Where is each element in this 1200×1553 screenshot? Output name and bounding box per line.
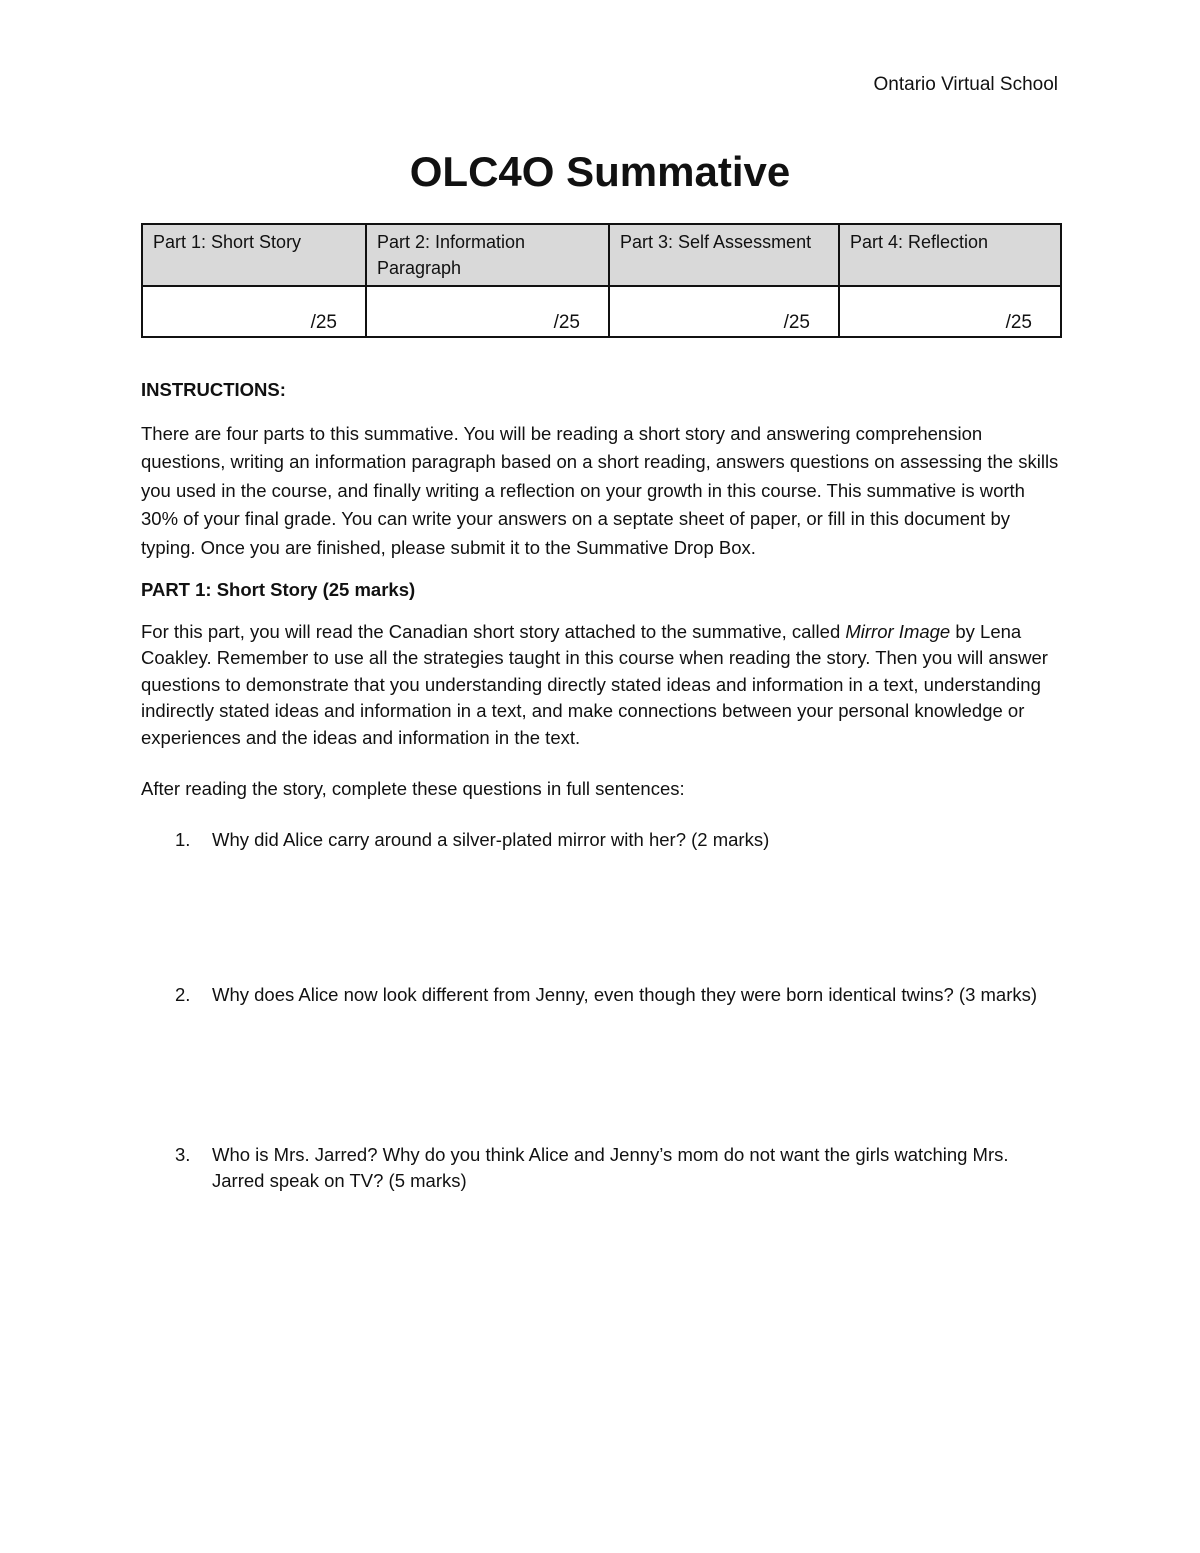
part1-text-after: by Lena Coakley. Remember to use all the strategies taught in this course when reading the story. Then you will answer questions to demonstrate that you understanding directly stated ideas and information in a text, understanding indirectly stated ideas and information in a text, and make connections between your personal knowledge or experiences and the ideas and information in the text. (141, 620, 1048, 748)
instructions-paragraph: There are four parts to this summative. You will be reading a short story and answering comprehension questions, writing an information paragraph based on a short reading, answers questions on assessing the skills you used in the course, and finally writing a reflection on your growth in this course. This summative is worth 30% of your final grade. You can write your answers on a septate sheet of paper, or fill in this document by typing. Once you are finished, please submit it to the Summative Drop Box. (141, 422, 1059, 558)
question-list (141, 827, 1061, 1195)
score-table-header-row (142, 224, 1061, 286)
score-cell[interactable]: /25 (839, 286, 1061, 337)
score-cell[interactable]: /25 (142, 286, 366, 337)
score-cell[interactable]: /25 (366, 286, 609, 337)
question-item (141, 1142, 1061, 1195)
part1-text-before: For this part, you will read the Canadian short story attached to the summative, called (141, 620, 846, 642)
score-table-score-row (142, 286, 1061, 337)
question-text: Why does Alice now look different from Jenny, even though they were born identical twins? (3 marks) (212, 984, 1038, 1005)
score-table-header-cell: Part 2: Information Paragraph (366, 224, 609, 286)
story-title: Mirror Image (845, 620, 951, 642)
question-number: 3. (175, 1143, 191, 1165)
question-item (141, 982, 1061, 1009)
instructions-heading: INSTRUCTIONS: (141, 379, 286, 400)
score-table-header-cell: Part 1: Short Story (142, 224, 366, 286)
score-cell[interactable]: /25 (609, 286, 839, 337)
part1-heading: PART 1: Short Story (25 marks) (141, 579, 416, 600)
school-name: Ontario Virtual School (873, 74, 1058, 95)
question-item (141, 827, 1061, 854)
score-table (141, 223, 1062, 338)
question-text: Who is Mrs. Jarred? Why do you think Alice and Jenny’s mom do not want the girls watching Mrs. Jarred speak on TV? (5 marks) (212, 1143, 1009, 1191)
questions-lead: After reading the story, complete these questions in full sentences: (141, 778, 685, 799)
score-table-header-cell: Part 4: Reflection (839, 224, 1061, 286)
question-number: 1. (175, 828, 191, 850)
part1-paragraph (141, 619, 1061, 752)
question-text: Why did Alice carry around a silver-plated mirror with her? (2 marks) (212, 828, 770, 850)
score-table-header-cell: Part 3: Self Assessment (609, 224, 839, 286)
document-title: OLC4O Summative (409, 148, 791, 195)
document-body (141, 376, 1061, 1195)
question-number: 2. (175, 984, 191, 1005)
